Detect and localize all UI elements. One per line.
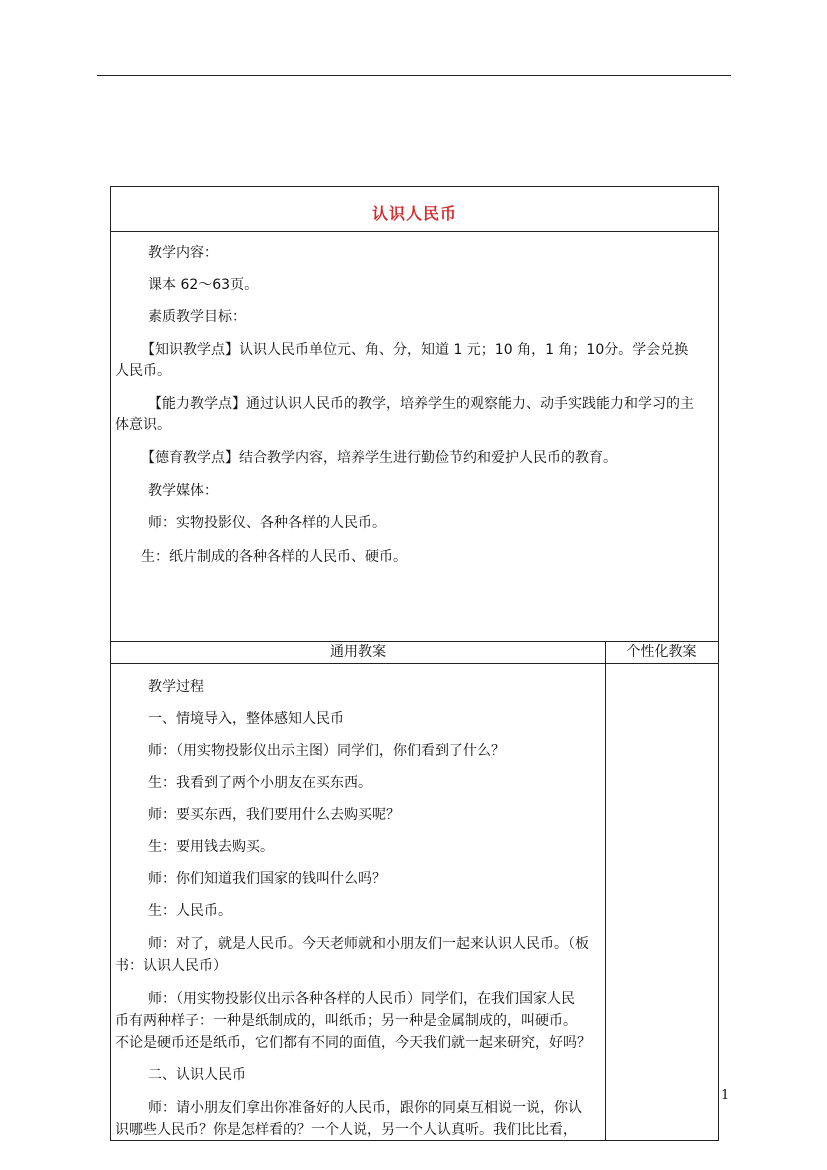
personal-plan-header: 个性化教案 [626,644,697,660]
text-line: 课本 62～63页。 [148,277,259,293]
title-cell [110,186,719,232]
text-line: 师：实物投影仪、各种各样的人民币。 [148,515,386,531]
text-line: 生：要用钱去购买。 [148,839,274,855]
text-line: 不论是硬币还是纸币，它们都有不同的面值，今天我们就一起来研究，好吗？ [115,1035,591,1051]
text-line: 教学媒体： [148,483,218,499]
text-line: 生：纸片制成的各种各样的人民币、硬币。 [141,549,407,565]
text-line: 二、认识人民币 [148,1067,246,1083]
page-title: 认识人民币 [371,204,457,223]
text-line: 教学内容： [148,245,218,261]
text-line: 师：请小朋友们拿出你准备好的人民币，跟你的同桌互相说一说，你认 [148,1100,582,1116]
text-line: 体意识。 [115,417,171,433]
text-line: 生：人民币。 [148,903,232,919]
teaching-process-cell [110,663,719,1141]
header-rule [97,75,731,76]
text-line: 识哪些人民币？你是怎样看的？一个人说，另一个人认真听。我们比比看， [115,1122,577,1138]
general-plan-header: 通用教案 [111,642,606,663]
page-number: 1 [721,1088,730,1103]
text-line: 书：认识人民币） [115,958,227,974]
text-line: 师：对了，就是人民币。今天老师就和小朋友们一起来认识人民币。（板 [148,936,589,952]
lesson-objectives-cell [110,231,719,642]
text-line: 教学过程 [148,679,204,695]
text-line: 师：（用实物投影仪出示主图）同学们，你们看到了什么？ [148,743,505,759]
text-line: 【能力教学点】通过认识人民币的教学，培养学生的观察能力、动手实践能力和学习的主 [148,396,694,412]
text-line: 【德育教学点】结合教学内容，培养学生进行勤俭节约和爱护人民币的教育。 [141,450,617,466]
text-line: 人民币。 [115,363,171,379]
table-header-row [110,641,719,664]
column-divider [605,664,606,1140]
text-line: 素质教学目标： [148,309,246,325]
text-line: 【知识教学点】认识人民币单位元、角、分，知道 1 元；10 角，1 角；10分。学会兑换 [141,342,689,358]
text-line: 师：要买东西，我们要用什么去购买呢？ [148,807,400,823]
text-line: 一、情境导入，整体感知人民币 [148,711,344,727]
text-line: 师：你们知道我们国家的钱叫什么吗？ [148,871,386,887]
text-line: 师：（用实物投影仪出示各种各样的人民币）同学们，在我们国家人民 [148,991,575,1007]
text-line: 生：我看到了两个小朋友在买东西。 [148,775,372,791]
text-line: 币有两种样子：一种是纸制成的，叫纸币；另一种是金属制成的，叫硬币。 [115,1013,577,1029]
